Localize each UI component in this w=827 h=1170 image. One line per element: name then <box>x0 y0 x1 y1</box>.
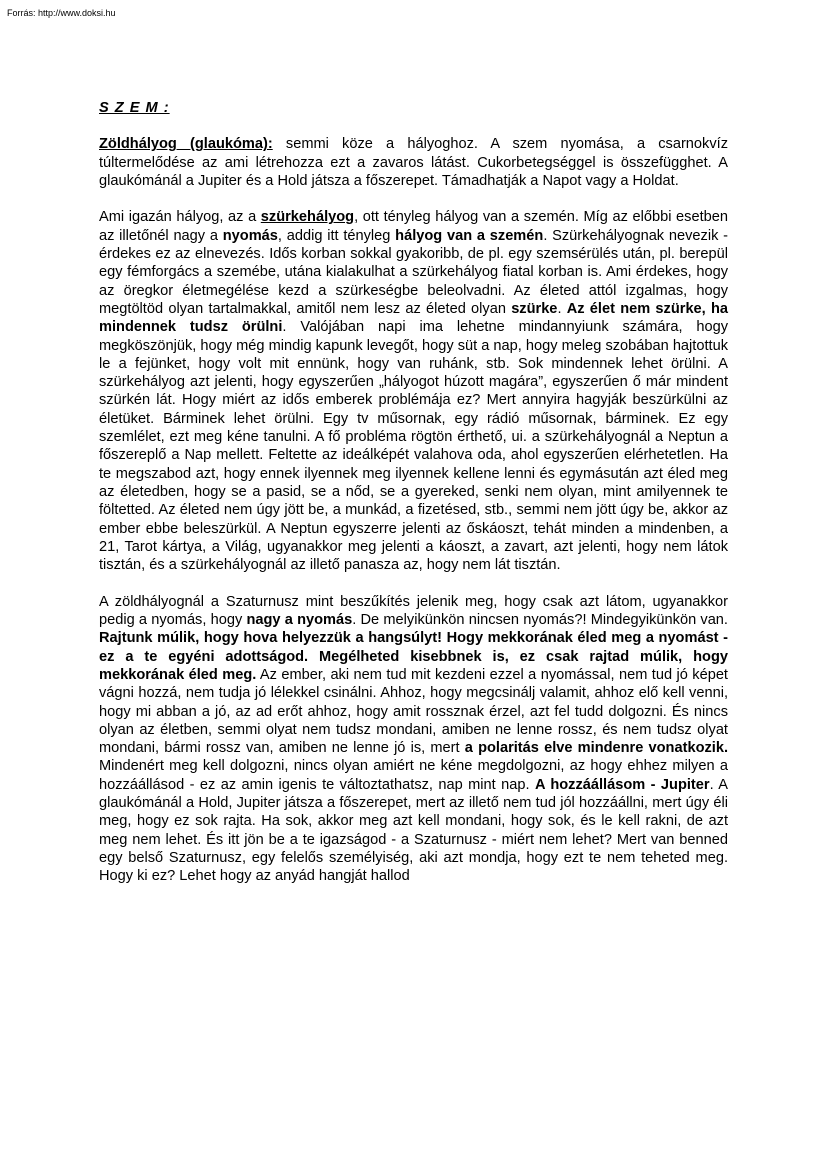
body-text: . Valójában napi ima lehetne mindannyiunk számára, hogy megköszönjük, hogy még mindig kapunk levegőt, hogy süt a nap, hogy meleg szobában hajtottuk le a fejünket, hogy volt mit ennünk, hogy van ruhánk, stb. Sok mindennek lehet örülni. A szürkehályog azt jelenti, hogy egyszerűen „hályogot húzott magára”, egyszerűen ő már mindent szürkén lát. Hogy miért az idős emberek problémája ez? Mert annyira hagyják beszürkülni az életüket. Bárminek lehet örülni. Egy tv műsornak, egy rádió műsornak, bárminek. Ez egy szemlélet, ezt meg kéne tanulni. A fő probléma rögtön érthető, ui. a szürkehályognál a Neptun a főszereplő a Nap mellett. Feltette az ideálképét valahova oda, ahol egyszerűen elérhetetlen. Ha te megszabod azt, hogy ennek ilyennek meg ilyennek kellene lenni és egymásután azt éled meg az életedben, hogy se a pasid, se a nőd, se a gyereked, senki nem olyan, mint amilyennek te föltetted. Az életed nem úgy jött be, a munkád, a fizetésed, stb., semmi nem jött úgy be, akkor az ember ebbe beleszürkül. A Neptun egyszerre jelenti az őskáoszt, tehát minden a mindenben, a 21, Tarot kártya, a Világ, ugyanakkor meg jelenti a káoszt, a zavart, azt jelenti, hogy nem látok tisztán, és a szürkehályognál az illető panasza az, hogy nem lát tisztán. <box>99 319 729 574</box>
body-text: . <box>557 300 567 317</box>
paragraph <box>99 135 728 190</box>
body-text: , addig itt tényleg <box>277 227 396 244</box>
body-text: Mindenért meg kell dolgozni, nincs olyan amiért ne kéne megdolgozni, az hogy ehhez milyen a hozzáállásod - ez az amin igenis te változtathatsz, nap mint nap. <box>99 758 728 793</box>
source-line: Forrás: http://www.doksi.hu <box>7 8 116 18</box>
body-text: . Szürkehályognak nevezik - érdekes ez az elnevezés. Idős korban sokkal gyakoribb, de pl. egy szemsérülés után, pl. berepül egy fémforgács a szemébe, utána kialakulhat a szürkehályog fiatal korban is. Ami érdekes, hogy az öregkor életmegélése kezd a szürkeségbe beleolvadni. Az életed attól izgalmas, hogy megtöltöd olyan tartalmakkal, amitől nem lesz az életed olyan <box>99 227 728 317</box>
page-heading: S Z E M : <box>99 100 170 116</box>
bold-text: Az élet nem szürke, ha mindennek tudsz örülni <box>99 300 729 336</box>
paragraph <box>99 208 728 574</box>
term-heading: Zöldhályog (glaukóma): <box>99 136 273 153</box>
document-page <box>99 99 728 904</box>
body-text: . A glaukómánál a Hold, Jupiter játsza a főszerepet, mert az illető nem tud jól hozzáállni, mert úgy éli meg, hogy ez sok rajta. Ha sok, akkor meg azt kell mondani, hogy sok, és le kell rakni, de azt meg nem lehet. És itt jön be a te igazságod - a Szaturnusz - miért nem lehet? Mert van benned egy belső Szaturnusz, egy felelős személyiség, aki azt mondja, hogy ezt te nem teheted meg. Hogy ki ez? Lehet hogy az anyád hangját hallod <box>99 776 728 885</box>
body-text: semmi köze a hályoghoz. A szem nyomása, a csarnokvíz túltermelődése az ami létrehozza ezt a zavaros látást. Cukorbetegséggel is összefügghet. A glaukómánál a Jupiter és a Hold játsza a főszerepet. Támadhatják a Napot vagy a Holdat. <box>99 136 728 189</box>
bold-text: szürke <box>511 300 558 317</box>
body-text: A zöldhályognál a Szaturnusz mint beszűkítés jelenik meg, hogy csak azt látom, ugyanakkor pedig a nyomás, hogy <box>99 593 728 629</box>
body-text: , ott tényleg hályog van a szemén. Míg az előbbi esetben az illetőnél nagy a <box>99 209 728 244</box>
bold-text: nagy a nyomás <box>246 612 353 629</box>
body-text: Ami igazán hályog, az a <box>99 209 261 226</box>
paragraph <box>99 593 728 886</box>
bold-text: hályog van a szemén <box>395 227 544 244</box>
document-body <box>99 135 728 885</box>
bold-text: nyomás <box>222 227 278 244</box>
body-text: . De melyikünkön nincsen nyomás?! Mindegyikünkön van. <box>352 612 728 629</box>
term-heading: szürkehályog <box>260 209 355 226</box>
body-text: Az ember, aki nem tud mit kezdeni ezzel a nyomással, nem tud jó képet vágni hozzá, nem tudja jó lélekkel csinálni. Ahhoz, hogy megcsinálj valamit, ahhoz elő kell venni, hogy mi abban a jó, az ad erőt ahhoz, hogy amit rossznak érzel, azt fel tudd dolgozni. És nincs olyan az életben, semmi olyat nem tudsz mondani, amiben ne lenne rossz, és nem tudsz olyat mondani, bármi rossz van, amiben ne lenne jó is, mert <box>99 666 728 757</box>
bold-text: Rajtunk múlik, hogy hova helyezzük a hangsúlyt! Hogy mekkorának éled meg a nyomást - ez a te egyéni adottságod. Megélheted kisebbnek is, ez csak rajtad múlik, hogy mekkorának éled meg. <box>99 630 728 683</box>
bold-text: a polaritás elve mindenre vonatkozik. <box>464 740 729 757</box>
bold-text: A hozzáállásom - Jupiter <box>534 776 710 793</box>
